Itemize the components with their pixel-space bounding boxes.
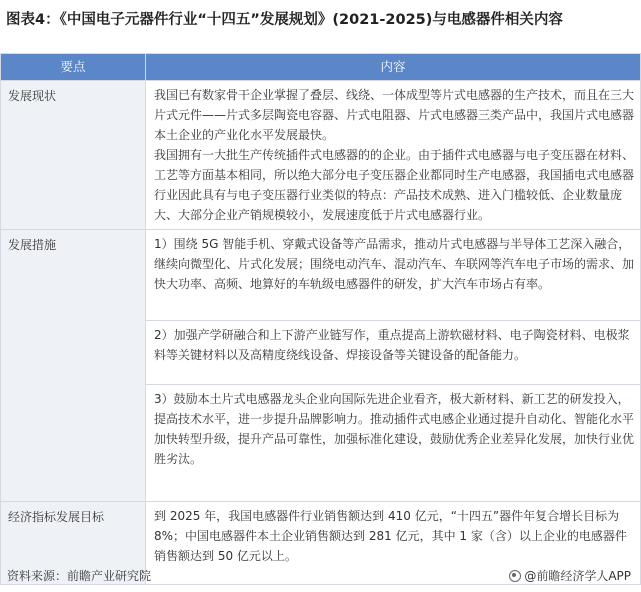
row-content-goal: 到 2025 年，我国电感器件行业销售额达到 410 亿元，“十四五”器件年复合增长目标为 8%；中国电感器件本土企业销售额达到 281 亿元，其中 1 家（含）以上企业的电感器件销售额达到 50 亿元以上。 (146, 502, 641, 585)
status-paragraph-1: 我国已有数家骨干企业掌握了叠层、线绕、一体成型等片式电感器的生产技术，而且在三大片式元件——片式多层陶瓷电容器、片式电阻器、片式电感器三类产品中，我国片式电感器本土企业的产业化水平发展最快。 (154, 88, 635, 142)
policy-table (0, 53, 641, 585)
row-key-status: 发展现状 (1, 81, 146, 230)
measure-item-1: 1）围绕 5G 智能手机、穿戴式设备等产品需求，推动片式电感器与半导体工艺深入融合，继续向微型化、片式化发展；围绕电动汽车、混动汽车、车联网等汽车电子市场的需求、加快大功率、高频、地算好的车轨级电感器件的研发，扩大汽车市场占有率。 (146, 230, 641, 321)
header-key: 要点 (1, 54, 146, 81)
brand-credit (509, 567, 631, 584)
brand-logo-icon (509, 570, 521, 582)
row-key-goal: 经济指标发展目标 (1, 502, 146, 585)
row-key-measures: 发展措施 (1, 230, 146, 502)
page-title: 图表4：《中国电子元器件行业“十四五”发展规划》(2021-2025)与电感器件相关内容 (6, 12, 563, 28)
row-content-status (146, 81, 641, 230)
measure-item-3: 3）鼓励本土片式电感器龙头企业向国际先进企业看齐，极大新材料、新工艺的研发投入，提高技术水平，进一步提升品牌影响力。推动插件式电感企业通过提升自动化、智能化水平加快转型升级，提升产品可靠性，加强标准化建设，鼓励优秀企业差异化发展，加快行业优胜劣汰。 (146, 385, 641, 502)
table-header-row (1, 54, 641, 81)
source-note: 资料来源：前瞻产业研究院 (7, 569, 152, 583)
header-content: 内容 (146, 54, 641, 81)
status-paragraph-2: 我国拥有一大批生产传统插件式电感器的的企业。由于插件式电感器与电子变压器在材料、工艺等方面基本相同，所以绝大部分电子变压器企业都同时生产电感器，我国插电式电感器行业因此具有与电子变压器行业类似的特点：产品技术成熟、进入门槛较低、企业数量庞大、大部分企业产销规模较小，发展速度低于片式电感器行业。 (154, 148, 635, 222)
table-row (1, 230, 641, 321)
table-row (1, 81, 641, 230)
measure-item-2: 2）加强产学研融合和上下游产业链写作，重点提高上游软磁材料、电子陶瓷材料、电极浆料等关键材料以及高精度绕线设备、焊接设备等关键设备的配备能力。 (146, 321, 641, 385)
brand-label: @前瞻经济学人APP (524, 569, 631, 583)
